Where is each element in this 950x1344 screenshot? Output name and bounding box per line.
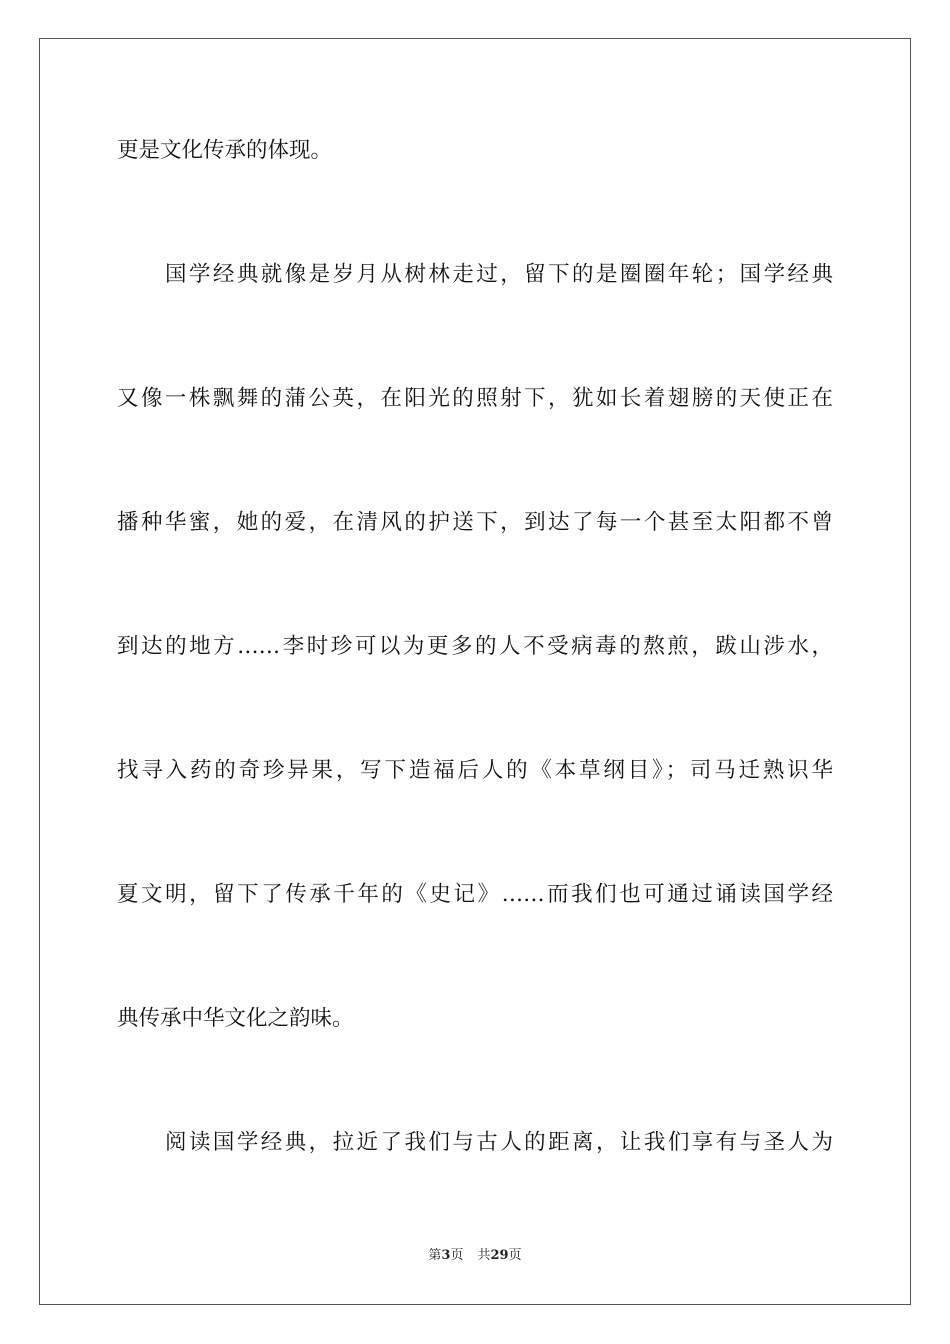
text-line-6: 找寻入药的奇珍异果，写下造福后人的《本草纲目》；司马迁熟识华 [117,758,833,783]
page-total: 29 [490,1248,509,1263]
text-line-2: 国学经典就像是岁月从树林走过，留下的是圈圈年轮；国学经典 [165,262,833,287]
text-line-5: 到达的地方……李时珍可以为更多的人不受病毒的熬煎，跋山涉水， [117,634,833,659]
text-line-8: 典传承中华文化之韵味。 [117,1006,354,1031]
page-footer [0,1247,950,1265]
page-number: 3 [441,1248,451,1263]
page-frame [39,38,911,1305]
page-suffix: 页 [450,1248,464,1263]
total-suffix: 页 [508,1248,522,1263]
total-prefix: 共 [477,1248,491,1263]
text-line-4: 播种华蜜，她的爱，在清风的护送下，到达了每一个甚至太阳都不曾 [117,510,833,535]
text-line-1: 更是文化传承的体现。 [117,138,333,163]
text-line-7: 夏文明，留下了传承千年的《史记》……而我们也可通过诵读国学经 [117,882,833,907]
text-line-9: 阅读国学经典，拉近了我们与古人的距离，让我们享有与圣人为 [165,1130,833,1155]
page-prefix: 第 [428,1248,442,1263]
text-line-3: 又像一株飘舞的蒲公英，在阳光的照射下，犹如长着翅膀的天使正在 [117,386,833,411]
